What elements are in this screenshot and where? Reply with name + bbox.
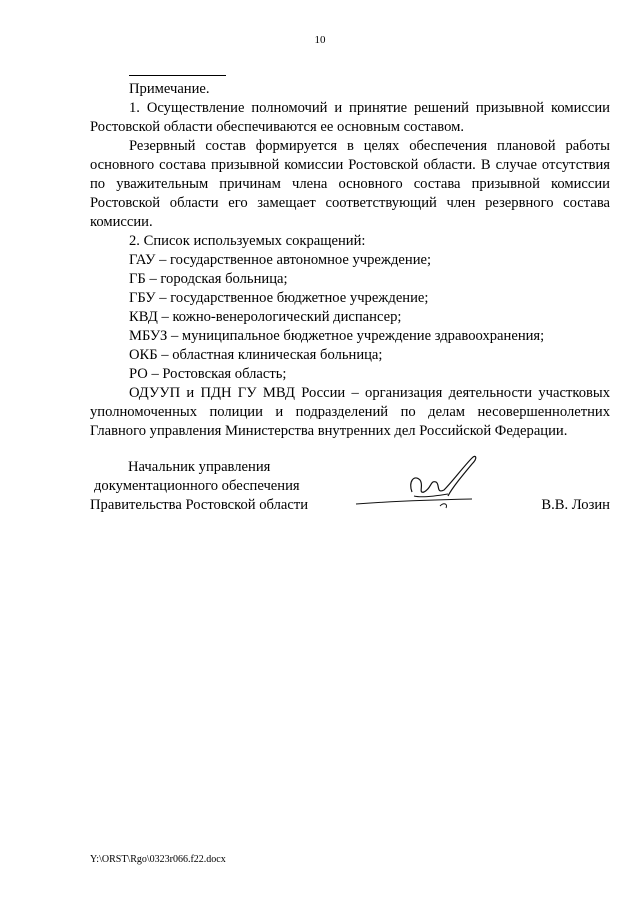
signatory-title-line-1: Начальник управления — [128, 459, 271, 475]
signatory-name: В.В. Лозин — [541, 497, 610, 513]
signatory-title-line-2: документационного обеспечения — [94, 478, 300, 494]
abbreviation-kvd: КВД – кожно-венерологический диспансер; — [129, 309, 402, 325]
abbreviation-gbu: ГБУ – государственное бюджетное учреждение; — [129, 290, 429, 306]
abbreviation-gau: ГАУ – государственное автономное учреждение; — [129, 252, 432, 268]
handwritten-signature — [352, 452, 482, 512]
signature-block — [90, 458, 610, 528]
note-heading: Примечание. — [129, 81, 210, 97]
abbreviation-okb: ОКБ – областная клиническая больница; — [129, 347, 383, 363]
file-path: Y:\ORST\Rgo\0323r066.f22.docx — [90, 854, 226, 865]
abbreviation-mbuz: МБУЗ – муниципальное бюджетное учреждение здравоохранения; — [129, 328, 545, 344]
note-paragraph-2: Резервный состав формируется в целях обеспечения плановой работы основного состава призывной комиссии Ростовской области. В случае отсутствия по уважительным причинам члена основного состава призывной комиссии Ростовской области его замещает соответствующий член резервного состава комиссии. — [90, 138, 610, 230]
signatory-title — [90, 458, 308, 515]
abbreviation-oduup: ОДУУП и ПДН ГУ МВД России – организация деятельности участковых уполномоченных полиции и подразделений по делам несовершеннолетних Главного управления Министерства внутренних дел Российской Федерации. — [90, 385, 610, 439]
abbreviation-gb: ГБ – городская больница; — [129, 271, 288, 287]
abbreviations-heading: 2. Список используемых сокращений: — [129, 233, 366, 249]
page-number: 10 — [314, 34, 326, 46]
signatory-title-line-3: Правительства Ростовской области — [90, 497, 309, 513]
footnote-rule — [129, 75, 226, 76]
document-body — [90, 80, 610, 441]
note-paragraph-1: 1. Осуществление полномочий и принятие решений призывной комиссии Ростовской области обеспечиваются ее основным составом. — [90, 100, 610, 135]
abbreviation-ro: РО – Ростовская область; — [129, 366, 287, 382]
